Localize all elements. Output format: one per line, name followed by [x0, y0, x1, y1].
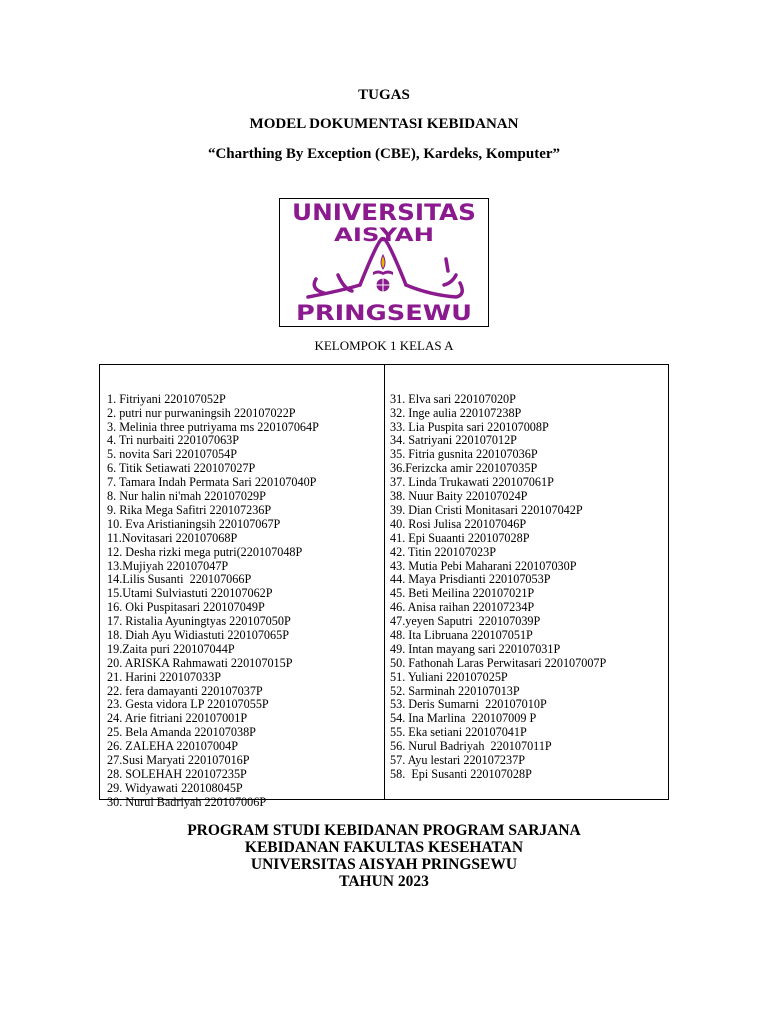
list-item: 45. Beti Meilina 220107021P: [390, 586, 535, 601]
group-class-label: KELOMPOK 1 KELAS A: [314, 338, 454, 353]
logo-middle-text: AISYAH: [334, 224, 434, 246]
list-item: 1. Fitriyani 220107052P: [107, 391, 226, 406]
footer-university: UNIVERSITAS AISYAH PRINGSEWU: [250, 856, 518, 873]
list-item: 23. Gesta vidora LP 220107055P: [107, 697, 269, 712]
list-item: 43. Mutia Pebi Maharani 220107030P: [390, 558, 577, 573]
university-logo: [279, 198, 489, 327]
list-item: 9. Rika Mega Safitri 220107236P: [107, 502, 272, 517]
list-item: 47.yeyen Saputri 220107039P: [390, 614, 541, 629]
list-item: 20. ARISKA Rahmawati 220107015P: [107, 655, 293, 670]
list-item: 22. fera damayanti 220107037P: [107, 683, 263, 698]
list-item: 18. Diah Ayu Widiastuti 220107065P: [107, 627, 289, 642]
list-item: 54. Ina Marlina 220107009 P: [390, 711, 537, 726]
list-item: 15.Utami Sulviastuti 220107062P: [107, 586, 273, 601]
list-item: 51. Yuliani 220107025P: [390, 669, 508, 684]
list-item: 29. Widyawati 220108045P: [107, 780, 243, 795]
list-item: 13.Mujiyah 220107047P: [107, 558, 229, 573]
list-item: 58. Epi Susanti 220107028P: [390, 766, 532, 781]
list-item: 52. Sarminah 220107013P: [390, 683, 520, 698]
list-item: 27.Susi Maryati 220107016P: [107, 752, 250, 767]
list-item: 4. Tri nurbaiti 220107063P: [107, 433, 240, 448]
footer-year: TAHUN 2023: [339, 873, 429, 890]
list-item: 19.Zaita puri 220107044P: [107, 641, 235, 656]
list-item: 53. Deris Sumarni 220107010P: [390, 697, 547, 712]
list-item: 17. Ristalia Ayuningtyas 220107050P: [107, 614, 291, 629]
list-item: 37. Linda Trukawati 220107061P: [390, 475, 554, 490]
list-item: 10. Eva Aristianingsih 220107067P: [107, 516, 281, 531]
list-item: 40. Rosi Julisa 220107046P: [390, 516, 527, 531]
list-item: 26. ZALEHA 220107004P: [107, 739, 239, 754]
document-type-heading: TUGAS: [358, 87, 410, 103]
list-item: 21. Harini 220107033P: [107, 669, 222, 684]
list-item: 44. Maya Prisdianti 220107053P: [390, 572, 551, 587]
list-item: 32. Inge aulia 220107238P: [390, 405, 522, 420]
list-item: 36.Ferizcka amir 220107035P: [390, 461, 538, 476]
list-item: 16. Oki Puspitasari 220107049P: [107, 600, 265, 615]
list-item: 33. Lia Puspita sari 220107008P: [390, 419, 549, 434]
footer-program: PROGRAM STUDI KEBIDANAN PROGRAM SARJANA: [187, 822, 581, 839]
list-item: 5. novita Sari 220107054P: [107, 447, 237, 462]
member-list-left: [107, 393, 384, 810]
list-item: 8. Nur halin ni'mah 220107029P: [107, 489, 266, 504]
list-item: 38. Nuur Baity 220107024P: [390, 489, 528, 504]
list-item: 39. Dian Cristi Monitasari 220107042P: [390, 502, 583, 517]
list-item: 48. Ita Libruana 220107051P: [390, 627, 533, 642]
list-item: 35. Fitria gusnita 220107036P: [390, 447, 538, 462]
list-item: 46. Anisa raihan 220107234P: [390, 600, 535, 615]
list-item: 57. Ayu lestari 220107237P: [390, 752, 525, 767]
list-item: 7. Tamara Indah Permata Sari 220107040P: [107, 475, 317, 490]
list-item: 56. Nurul Badriyah 220107011P: [390, 739, 552, 754]
list-item: 31. Elva sari 220107020P: [390, 391, 516, 406]
assignment-topic: “Charthing By Exception (CBE), Kardeks, Komputer”: [207, 146, 561, 162]
member-column-left: [100, 365, 385, 809]
member-list-right: [390, 393, 668, 782]
list-item: 2. putri nur purwaningsih 220107022P: [107, 405, 296, 420]
footer-faculty: KEBIDANAN FAKULTAS KESEHATAN: [244, 839, 524, 856]
list-item: 12. Desha rizki mega putri(220107048P: [107, 544, 303, 559]
list-item: 11.Novitasari 220107068P: [107, 530, 238, 545]
logo-bottom-text: PRINGSEWU: [296, 301, 472, 325]
list-item: 24. Arie fitriani 220107001P: [107, 711, 248, 726]
list-item: 55. Eka setiani 220107041P: [390, 725, 527, 740]
list-item: 34. Satriyani 220107012P: [390, 433, 517, 448]
list-item: 3. Melinia three putriyama ms 220107064P: [107, 419, 319, 434]
member-column-right: [385, 365, 668, 799]
list-item: 28. SOLEHAH 220107235P: [107, 766, 247, 781]
institution-footer: [0, 822, 768, 890]
list-item: 6. Titik Setiawati 220107027P: [107, 461, 256, 476]
list-item: 50. Fathonah Laras Perwitasari 220107007P: [390, 655, 607, 670]
member-table: [99, 364, 669, 809]
list-item: 30. Nurul Badriyah 220107006P: [107, 794, 267, 809]
list-item: 14.Lilis Susanti 220107066P: [107, 572, 252, 587]
list-item: 41. Epi Suaanti 220107028P: [390, 530, 530, 545]
list-item: 25. Bela Amanda 220107038P: [107, 725, 256, 740]
logo-top-text: UNIVERSITAS: [292, 201, 476, 226]
list-item: 42. Titin 220107023P: [390, 544, 496, 559]
list-item: 49. Intan mayang sari 220107031P: [390, 641, 561, 656]
course-title: MODEL DOKUMENTASI KEBIDANAN: [249, 116, 519, 132]
